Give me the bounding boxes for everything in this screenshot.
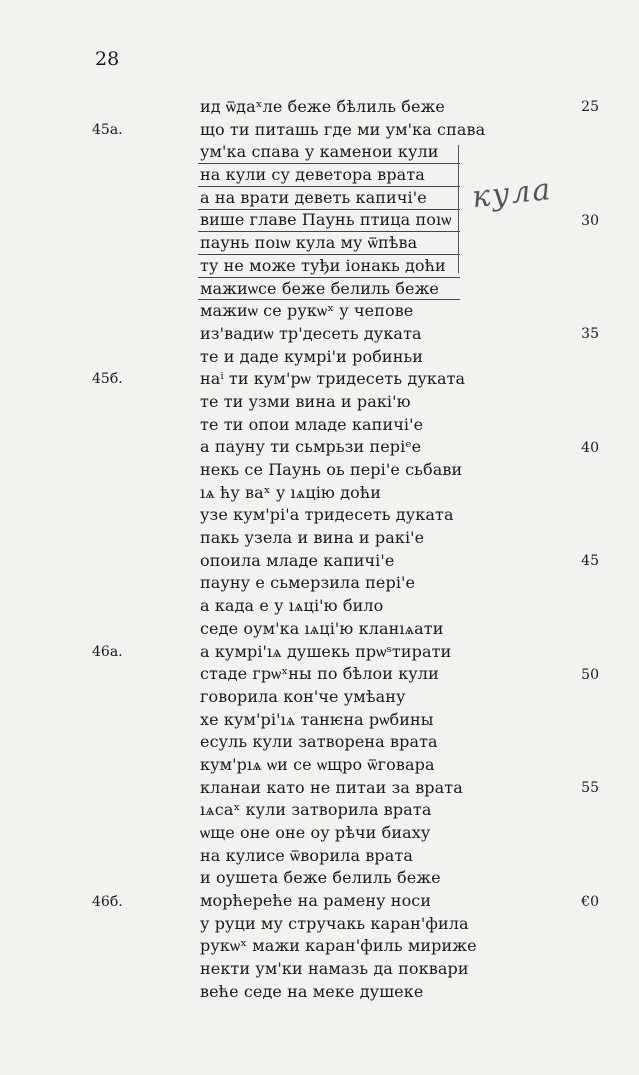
poem-line: пауну е сьмерзила перi'е bbox=[200, 573, 416, 593]
poem-line: из'вадиѡ тр'десеть дуката bbox=[200, 323, 422, 343]
pencil-underline bbox=[198, 209, 460, 210]
poem-line: говорила кон'че умѣану bbox=[200, 686, 406, 706]
poem-line: рукѡˣ мажи каран'филь мирижe bbox=[200, 936, 477, 956]
poem-line: хе кум'рі'ıѧ танѥна рѡбины bbox=[200, 709, 434, 729]
poem-line: некь се Паунь оь перi'е сьбави bbox=[200, 460, 463, 479]
poem-line: веће седе на меке душеке bbox=[200, 981, 424, 1001]
line-number: 35 bbox=[581, 326, 599, 342]
poem-line: опоила младе капичі'е bbox=[200, 550, 395, 570]
handwritten-note: кула bbox=[470, 171, 554, 216]
margin-label: 46а. bbox=[92, 643, 123, 660]
poem-line: кланаи като не питаи за врата bbox=[200, 777, 463, 797]
poem-line: ıѧ ћу ваˣ у ıѧцію доћи bbox=[200, 482, 381, 502]
poem-line: що ти питашь где ми ум'ка спава bbox=[200, 119, 486, 139]
poem-line: те ти опои младе капичі'е bbox=[200, 414, 424, 434]
poem-line: и оушета беже белиль беже bbox=[200, 868, 441, 888]
line-number: 55 bbox=[581, 780, 599, 796]
pencil-underline bbox=[198, 277, 460, 278]
line-number: 40 bbox=[581, 439, 599, 456]
pencil-underline bbox=[198, 254, 460, 255]
poem-line: на кули су деветора врата bbox=[200, 165, 425, 185]
poem-line: ѡще оне оне оу рѣчи биаху bbox=[200, 823, 431, 842]
poem-line: а пауну ти сьмрьзи періᵉе bbox=[200, 437, 422, 457]
poem-line: есуль кули затворена врата bbox=[200, 732, 438, 752]
line-number: 45 bbox=[581, 553, 599, 569]
poem-line: ум'ка спава у каменои кули bbox=[200, 142, 439, 162]
poem-line: ид ѿдаˣле беже бѣлиль беже bbox=[200, 97, 445, 116]
poem-line: мажиѡ се рукѡˣ у чепове bbox=[200, 301, 414, 321]
poem-line: а када е у ıѧці'ю било bbox=[200, 596, 384, 616]
poem-line: у руци му стручакь каран'фила bbox=[200, 913, 469, 933]
page-number: 28 bbox=[95, 48, 120, 70]
poem-line: морћереће на рамену носи bbox=[200, 891, 432, 911]
line-number: €0 bbox=[581, 893, 599, 910]
pencil-bracket bbox=[458, 145, 459, 272]
poem-line: паунь поıѡ кула му ѿпѣва bbox=[200, 233, 418, 253]
margin-label: 46б. bbox=[92, 893, 123, 910]
poem-line: на кулисе ѿворила врата bbox=[200, 845, 413, 865]
margin-label: 45б. bbox=[92, 371, 123, 388]
poem-line: те и даде кумрі'и робиньи bbox=[200, 346, 424, 366]
poem-line: узе кум'рі'а тридесеть дуката bbox=[200, 505, 454, 525]
poem-line: пакь узела и вина и ракі'е bbox=[200, 528, 425, 548]
line-number: 25 bbox=[581, 99, 599, 115]
pencil-underline bbox=[198, 186, 460, 187]
poem-line: кум'рıѧ ѡи се ѡщро ѿговара bbox=[200, 754, 435, 774]
poem-line: ту не може туђи іонакь доћи bbox=[200, 255, 446, 275]
poem-line: а кумрі'ıѧ душекь прѡˢтирати bbox=[200, 641, 452, 661]
poem-line: стаде грѡˣны по бѣлои кули bbox=[200, 664, 439, 684]
poem-line: наⁱ ти кум'рѡ тридесеть дуката bbox=[200, 369, 466, 389]
pencil-underline bbox=[198, 163, 460, 164]
poem-line: ıѧсаˣ кули затворила врата bbox=[200, 800, 432, 820]
line-number: 50 bbox=[581, 666, 599, 683]
poem-line: те ти узми вина и ракі'ю bbox=[200, 391, 411, 411]
poem-line: мажиѡсе беже белиль беже bbox=[200, 278, 439, 298]
margin-label: 45а. bbox=[92, 121, 123, 138]
poem-line: некти ум'ки намазь да поквари bbox=[200, 959, 469, 979]
poem-line: више главе Паунь птица поıѡ bbox=[200, 210, 452, 230]
poem-line: а на врати деветь капичі'е bbox=[200, 187, 427, 207]
line-number: 30 bbox=[581, 212, 599, 229]
pencil-underline bbox=[198, 231, 460, 232]
pencil-underline bbox=[198, 299, 460, 300]
poem-line: седе оум'ка ıѧці'ю кланıѧати bbox=[200, 618, 444, 638]
